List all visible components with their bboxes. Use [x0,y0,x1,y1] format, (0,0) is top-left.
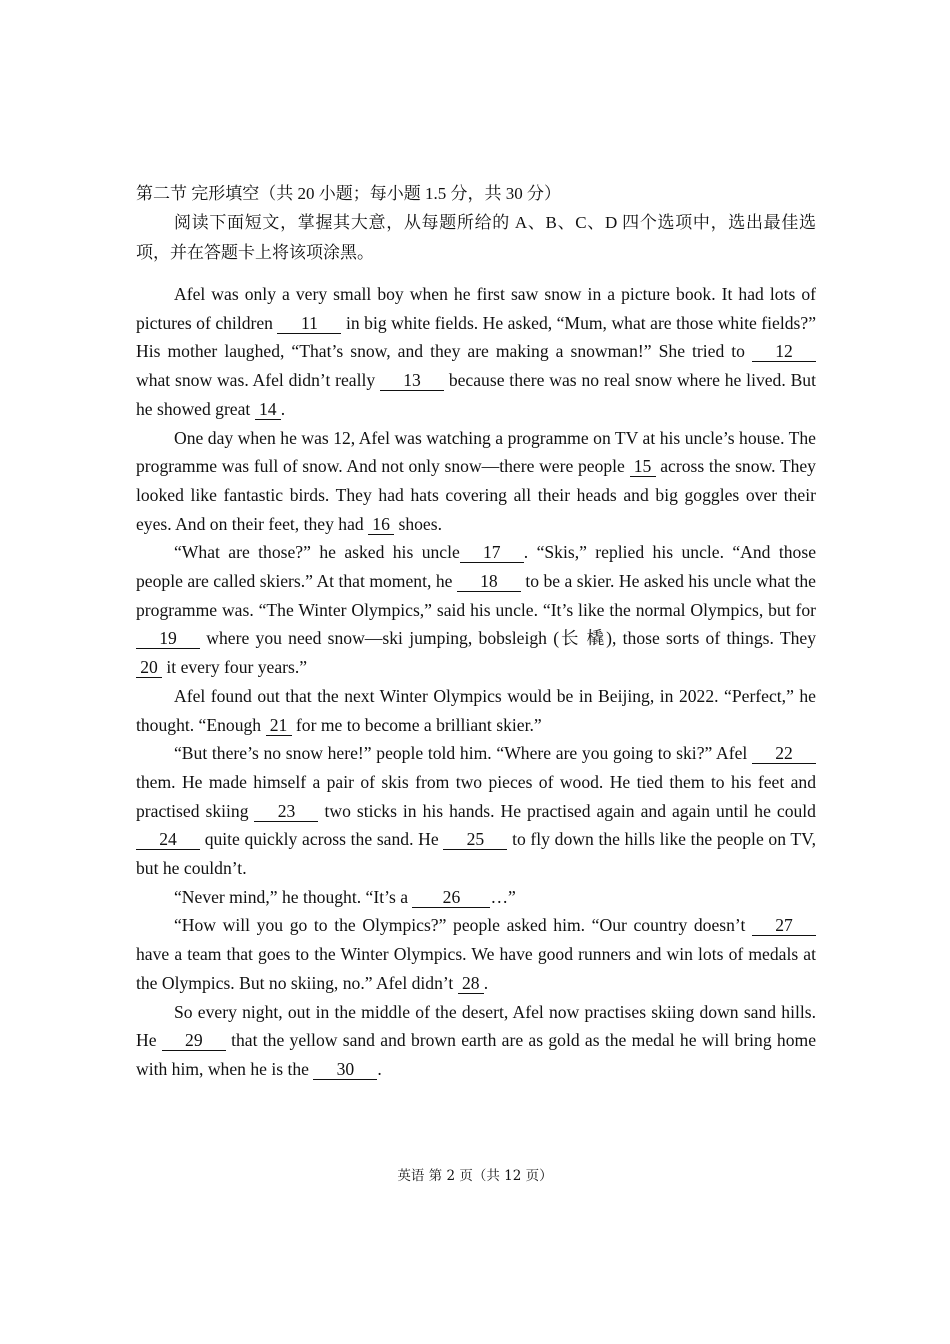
paragraph-4: Afel found out that the next Winter Olympics would be in Beijing, in 2022. “Perfect,” he thought. “Enough 21 for me to become a brilliant skier.” [136,685,816,735]
blank-20: 20 [136,657,162,678]
blank-30: 30 [313,1059,377,1080]
blank-18: 18 [457,571,521,592]
exam-page [136,180,816,1084]
page-footer: 英语 第 2 页（共 12 页） [397,1168,553,1184]
blank-28: 28 [458,973,484,994]
blank-17: 17 [460,542,524,563]
blank-21: 21 [266,715,292,736]
blank-27: 27 [752,915,816,936]
paragraph-6: “Never mind,” he thought. “It’s a 26 …” [174,886,516,907]
paragraph-1: Afel was only a very small boy when he first saw snow in a picture book. It had lots of pictures of children 11 in big white fields. He asked, “Mum, what are those white fields?” His mother laughed, “That’s snow, and they are making a snowman!” She tried to 12 what snow was. Afel didn’t really 13 because there was no real snow where he lived. But he showed great 14 . [136,284,817,419]
blank-14: 14 [255,399,281,420]
blank-24: 24 [136,829,200,850]
section-title: 第二节 完形填空（共 20 小题；每小题 1.5 分，共 30 分） [136,184,561,203]
paragraph-2: One day when he was 12, Afel was watching a programme on TV at his uncle’s house. The programme was full of snow. And not only snow—there were people 15 across the snow. They looked like fantastic birds. They had hats covering all their heads and big goggles over their eyes. And on their feet, they had 16 shoes. [136,427,816,534]
cloze-passage [136,280,816,1084]
blank-23: 23 [254,801,318,822]
blank-15: 15 [630,456,656,477]
blank-26: 26 [412,887,490,908]
blank-29: 29 [162,1030,226,1051]
blank-25: 25 [443,829,507,850]
blank-19: 19 [136,628,200,649]
blank-11: 11 [277,313,341,334]
section-instructions: 阅读下面短文，掌握其大意，从每题所给的 A、B、C、D 四个选项中，选出最佳选项，并在答题卡上将该项涂黑。 [136,213,816,262]
paragraph-3: “What are those?” he asked his uncle 17 . “Skis,” replied his uncle. “And those people are called skiers.” At that moment, he 18 to be a skier. He asked his uncle what the programme was. “The Winter Olympics,” said his uncle. “It’s like the normal Olympics, but for19 where you need snow—ski jumping, bobsleigh (长 橇), those sorts of things. They 20 it every four years.” [136,542,817,678]
blank-16: 16 [368,514,394,535]
paragraph-5: “But there’s no snow here!” people told him. “Where are you going to ski?” Afel 22 them. He made himself a pair of skis from two pieces of wood. He tied them to his feet and practised skiing 23 two sticks in his hands. He practised again and again until he could 24 quite quickly across the sand. He 25 to fly down the hills like the people on TV, but he couldn’t. [136,743,816,879]
blank-22: 22 [752,743,816,764]
paragraph-7: “How will you go to the Olympics?” people asked him. “Our country doesn’t 27 have a team that goes to the Winter Olympics. We have good runners and win lots of medals at the Olympics. But no skiing, no.” Afel didn’t 28 . [136,915,816,993]
paragraph-8: So every night, out in the middle of the desert, Afel now practises skiing down sand hills. He 29 that the yellow sand and brown earth are as gold as the medal he will bring home with him, when he is the 30 . [136,1001,816,1079]
blank-13: 13 [380,370,444,391]
blank-12: 12 [752,341,816,362]
